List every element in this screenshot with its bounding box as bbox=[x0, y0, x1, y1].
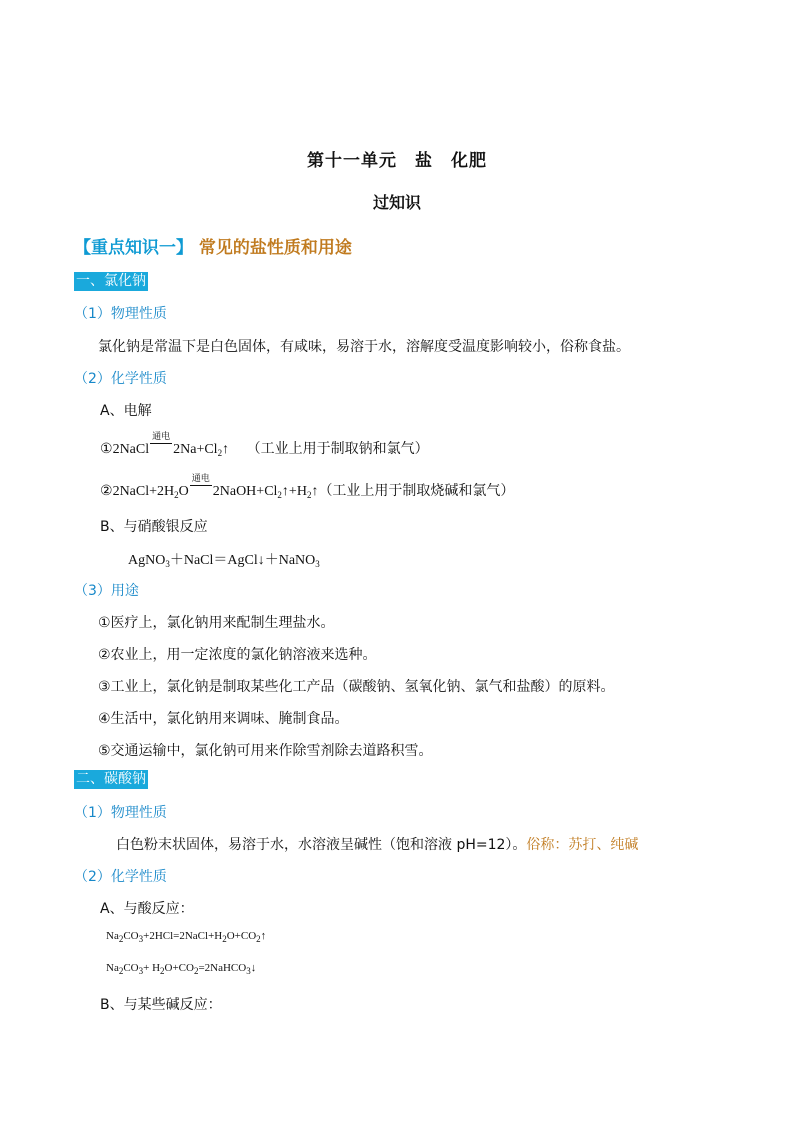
eq5-s3: 2 bbox=[160, 966, 165, 976]
eq2-left-a: 2NaCl+2H bbox=[112, 484, 175, 499]
chemical-properties-label: （2）化学性质 bbox=[74, 371, 167, 387]
physical-properties-text: 氯化钠是常温下是白色固体，有咸味，易溶于水，溶解度受温度影响较小，俗称食盐。 bbox=[98, 339, 630, 355]
eq2-left-sub: 2 bbox=[174, 490, 179, 500]
page-title: 第十一单元 盐 化肥 bbox=[307, 151, 487, 171]
acid-reaction-label: A、与酸反应： bbox=[100, 901, 194, 917]
use-item-1: ①医疗上，氯化钠用来配制生理盐水。 bbox=[98, 615, 335, 631]
eq5-e: =2NaHCO bbox=[198, 962, 247, 974]
eq4-a: Na bbox=[106, 930, 119, 942]
eq3-b: ＋NaCl＝AgCl↓＋NaNO bbox=[169, 553, 316, 568]
eq1-right: 2Na+Cl bbox=[173, 442, 218, 457]
eq1-condition-text: 通电 bbox=[152, 432, 171, 442]
eq2-condition bbox=[190, 474, 212, 500]
eq4-b: CO bbox=[123, 930, 139, 942]
eq3-a: AgNO bbox=[128, 553, 166, 568]
silver-nitrate-label: B、与硝酸银反应 bbox=[100, 519, 208, 535]
eq4-e: ↑ bbox=[260, 930, 267, 942]
equation-silver-nitrate bbox=[128, 549, 320, 569]
use-item-5: ⑤交通运输中，氯化钠可用来作除雪剂除去道路积雪。 bbox=[98, 743, 433, 759]
section-heading-sodium-carbonate: 二、碳酸钠 bbox=[76, 771, 146, 787]
eq1-left: 2NaCl bbox=[112, 442, 150, 457]
eq4-s3: 2 bbox=[222, 934, 227, 944]
equation-carbonate-co2 bbox=[106, 962, 256, 976]
eq2-right-b: ↑+H bbox=[281, 484, 307, 499]
equation-carbonate-acid bbox=[106, 930, 266, 944]
eq2-left-b: O bbox=[178, 484, 189, 499]
eq1-arrow: ↑ bbox=[222, 442, 230, 457]
key-point-bracket: 【重点知识一】 bbox=[74, 238, 193, 258]
key-point-heading bbox=[74, 233, 352, 258]
eq2-right-sub2: 2 bbox=[306, 490, 312, 500]
carbonate-physical-text bbox=[116, 834, 638, 854]
equation-electrolysis-1 bbox=[100, 432, 429, 458]
eq4-c: +2HCl=2NaCl+H bbox=[143, 930, 223, 942]
eq2-right-c: ↑ bbox=[311, 484, 319, 499]
eq1-number: ① bbox=[100, 442, 113, 457]
eq4-s1: 2 bbox=[118, 934, 124, 944]
equation-electrolysis-2 bbox=[100, 474, 515, 500]
eq2-right-sub1: 2 bbox=[277, 490, 282, 500]
eq1-note: （工业上用于制取钠和氯气） bbox=[246, 441, 429, 457]
eq4-s2: 3 bbox=[138, 934, 144, 944]
eq3-sub2: 3 bbox=[315, 559, 320, 569]
uses-label: （3）用途 bbox=[74, 583, 139, 599]
eq5-c: + H bbox=[143, 962, 161, 974]
physical-properties-label: （1）物理性质 bbox=[74, 306, 167, 322]
eq5-b: CO bbox=[123, 962, 139, 974]
eq2-number: ② bbox=[100, 484, 113, 499]
eq4-s4: 2 bbox=[256, 934, 261, 944]
carbonate-chemical-label: （2）化学性质 bbox=[74, 869, 167, 885]
eq3-sub1: 3 bbox=[165, 559, 170, 569]
eq4-d: O+CO bbox=[226, 930, 257, 942]
section-heading-sodium-chloride: 一、氯化钠 bbox=[76, 273, 146, 289]
key-point-text: 常见的盐性质和用途 bbox=[198, 238, 352, 258]
eq2-condition-text: 通电 bbox=[191, 474, 210, 484]
base-reaction-label: B、与某些碱反应： bbox=[100, 997, 222, 1013]
use-item-4: ④生活中，氯化钠用来调味、腌制食品。 bbox=[98, 711, 349, 727]
electrolysis-label: A、电解 bbox=[100, 403, 152, 419]
eq2-note: （工业上用于制取烧碱和氯气） bbox=[318, 483, 515, 499]
eq5-s2: 3 bbox=[138, 966, 144, 976]
eq2-right-a: 2NaOH+Cl bbox=[212, 484, 278, 499]
carbonate-physical-desc: 白色粉末状固体，易溶于水，水溶液呈碱性（饱和溶液 pH=12）。 bbox=[116, 837, 527, 853]
use-item-2: ②农业上，用一定浓度的氯化钠溶液来选种。 bbox=[98, 647, 377, 663]
eq5-s4: 2 bbox=[193, 966, 199, 976]
eq5-f: ↓ bbox=[250, 962, 257, 974]
eq1-sub: 2 bbox=[217, 448, 223, 458]
eq5-d: O+CO bbox=[164, 962, 194, 974]
eq5-s5: 3 bbox=[246, 966, 251, 976]
eq5-s1: 2 bbox=[118, 966, 124, 976]
carbonate-common-name: 俗称：苏打、纯碱 bbox=[526, 837, 639, 853]
carbonate-physical-label: （1）物理性质 bbox=[74, 805, 167, 821]
page-subtitle: 过知识 bbox=[372, 193, 421, 212]
eq1-condition bbox=[150, 432, 172, 458]
eq5-a: Na bbox=[106, 962, 119, 974]
use-item-3: ③工业上，氯化钠是制取某些化工产品（碳酸钠、氢氧化钠、氯气和盐酸）的原料。 bbox=[98, 679, 615, 695]
